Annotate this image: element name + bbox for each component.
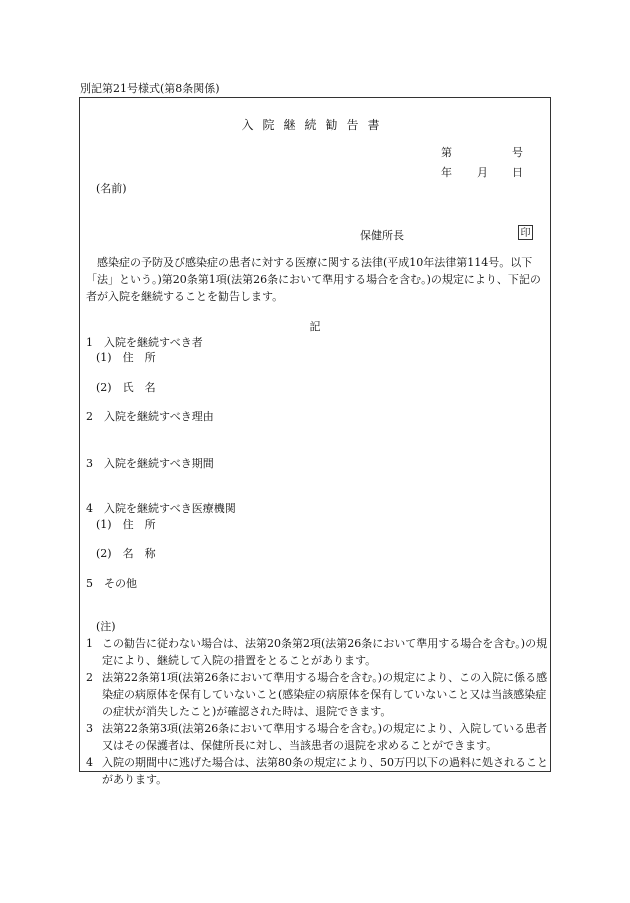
date-day: 日 <box>512 166 523 179</box>
item-1-name: (2) 氏 名 <box>96 381 156 394</box>
document-frame <box>79 97 551 786</box>
item-4-title: (2) 名 称 <box>96 547 156 560</box>
notes-heading: (注) <box>96 620 116 633</box>
item-3: 3 入院を継続すべき期間 <box>86 457 214 470</box>
number-suffix: 号 <box>512 146 523 159</box>
item-5: 5 その他 <box>86 577 137 590</box>
ki-heading: 記 <box>309 320 321 333</box>
item-2: 2 入院を継続すべき理由 <box>86 410 214 423</box>
date-month: 月 <box>477 166 488 179</box>
note-item: 4 入院の期間中に逃げた場合は、法第80条の規定により、50万円以下の過料に処されることがあります。 <box>86 756 548 786</box>
seal-mark: 印 <box>518 225 533 240</box>
number-prefix: 第 <box>441 146 452 159</box>
item-4: 4 入院を継続すべき医療機関 <box>86 502 236 515</box>
recipient-name-label: (名前) <box>96 182 127 195</box>
item-1: 1 入院を継続すべき者 <box>86 336 203 349</box>
item-4-address: (1) 住 所 <box>96 518 156 531</box>
issuer-title: 保健所長 <box>360 229 404 242</box>
body-paragraph: 感染症の予防及び感染症の患者に対する医療に関する法律(平成10年法律第114号。以下「法」という。)第20条第1項(法第26条において準用する場合を含む。)の規定により、下記の者が入院を継続することを勧告します。 <box>86 256 541 303</box>
date-year: 年 <box>441 166 452 179</box>
document-title: 入院継続勧告書 <box>241 118 389 132</box>
note-item: 1 この勧告に従わない場合は、法第20条第2項(法第26条において準用する場合を含む。)の規定により、継続して入院の措置をとることがあります。 <box>86 637 548 667</box>
note-item: 2 法第22条第1項(法第26条において準用する場合を含む。)の規定により、この入院に係る感染症の病原体を保有していないこと(感染症の病原体を保有していないこと又は当該感染症の症状が消失したこと)が確認された時は、退院できます。 <box>86 671 548 718</box>
note-item: 3 法第22条第3項(法第26条において準用する場合を含む。)の規定により、入院している患者又はその保護者は、保健所長に対し、当該患者の退院を求めることができます。 <box>86 722 548 752</box>
item-1-address: (1) 住 所 <box>96 351 156 364</box>
form-reference: 別記第21号様式(第8条関係) <box>80 82 220 95</box>
notes-section <box>86 618 548 788</box>
